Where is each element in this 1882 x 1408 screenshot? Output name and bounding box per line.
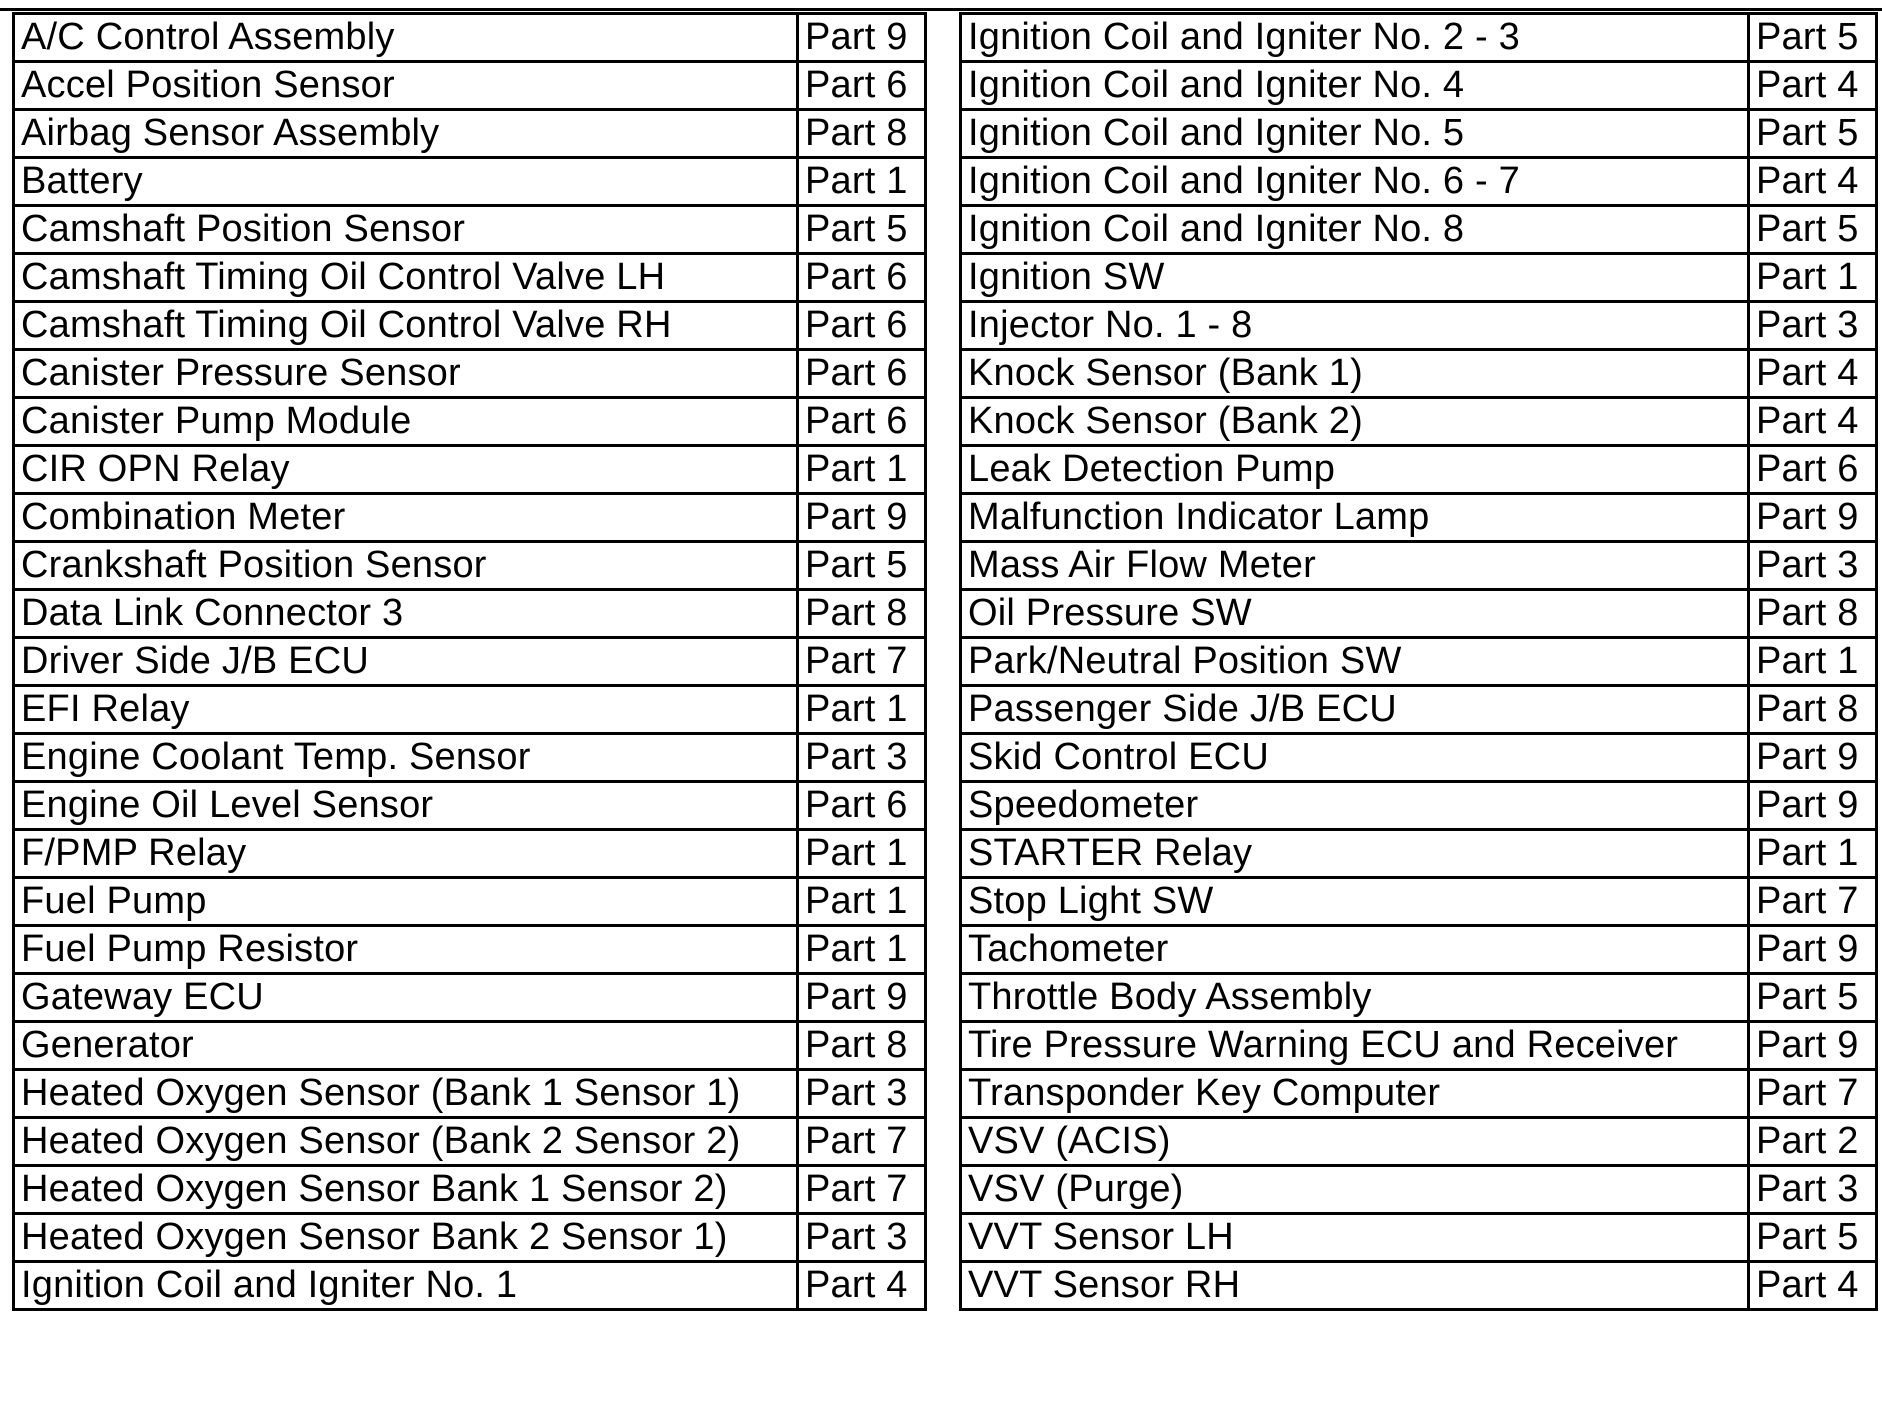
table-row xyxy=(961,974,1877,1022)
table-row xyxy=(961,62,1877,110)
table-row xyxy=(961,254,1877,302)
part-reference: Part 9 xyxy=(798,494,926,542)
component-name: Engine Coolant Temp. Sensor xyxy=(14,734,798,782)
table-row xyxy=(961,398,1877,446)
component-name: A/C Control Assembly xyxy=(14,14,798,62)
table-row xyxy=(14,1214,926,1262)
part-reference: Part 1 xyxy=(798,158,926,206)
component-name: Accel Position Sensor xyxy=(14,62,798,110)
table-row xyxy=(961,1022,1877,1070)
table-row xyxy=(961,542,1877,590)
part-reference: Part 1 xyxy=(798,878,926,926)
part-reference: Part 9 xyxy=(1749,1022,1877,1070)
part-reference: Part 7 xyxy=(1749,1070,1877,1118)
table-row xyxy=(14,734,926,782)
part-reference: Part 1 xyxy=(798,686,926,734)
component-name: Camshaft Position Sensor xyxy=(14,206,798,254)
part-reference: Part 5 xyxy=(798,542,926,590)
table-row xyxy=(14,686,926,734)
part-reference: Part 7 xyxy=(798,638,926,686)
part-reference: Part 6 xyxy=(798,254,926,302)
component-name: Camshaft Timing Oil Control Valve LH xyxy=(14,254,798,302)
part-reference: Part 4 xyxy=(1749,62,1877,110)
part-reference: Part 7 xyxy=(798,1166,926,1214)
part-reference: Part 8 xyxy=(1749,686,1877,734)
part-reference: Part 4 xyxy=(1749,1262,1877,1310)
component-name: Ignition Coil and Igniter No. 2 - 3 xyxy=(961,14,1749,62)
part-reference: Part 6 xyxy=(798,302,926,350)
table-row xyxy=(14,590,926,638)
table-row xyxy=(961,734,1877,782)
component-name: Mass Air Flow Meter xyxy=(961,542,1749,590)
part-reference: Part 8 xyxy=(798,1022,926,1070)
part-reference: Part 9 xyxy=(1749,782,1877,830)
table-row xyxy=(14,974,926,1022)
table-row xyxy=(14,638,926,686)
component-name: Ignition SW xyxy=(961,254,1749,302)
part-reference: Part 6 xyxy=(798,782,926,830)
table-body xyxy=(14,14,926,1310)
part-reference: Part 1 xyxy=(1749,254,1877,302)
component-name: Data Link Connector 3 xyxy=(14,590,798,638)
table-row xyxy=(14,62,926,110)
part-reference: Part 1 xyxy=(1749,638,1877,686)
part-reference: Part 3 xyxy=(1749,542,1877,590)
table-row xyxy=(14,830,926,878)
table-row xyxy=(14,1022,926,1070)
component-name: VSV (Purge) xyxy=(961,1166,1749,1214)
component-name: Combination Meter xyxy=(14,494,798,542)
table-row xyxy=(14,542,926,590)
component-name: CIR OPN Relay xyxy=(14,446,798,494)
component-index-table-left xyxy=(12,12,927,1311)
part-reference: Part 3 xyxy=(1749,302,1877,350)
table-body xyxy=(961,14,1877,1310)
part-reference: Part 5 xyxy=(1749,974,1877,1022)
part-reference: Part 8 xyxy=(798,110,926,158)
table-row xyxy=(961,1118,1877,1166)
table-row xyxy=(14,446,926,494)
table-row xyxy=(961,1166,1877,1214)
table-row xyxy=(14,350,926,398)
table-row xyxy=(14,494,926,542)
component-name: Gateway ECU xyxy=(14,974,798,1022)
component-name: Ignition Coil and Igniter No. 1 xyxy=(14,1262,798,1310)
component-name: Stop Light SW xyxy=(961,878,1749,926)
component-name: VVT Sensor RH xyxy=(961,1262,1749,1310)
table-row xyxy=(14,302,926,350)
part-reference: Part 4 xyxy=(798,1262,926,1310)
part-reference: Part 7 xyxy=(1749,878,1877,926)
component-name: Canister Pump Module xyxy=(14,398,798,446)
component-name: Leak Detection Pump xyxy=(961,446,1749,494)
component-name: F/PMP Relay xyxy=(14,830,798,878)
part-reference: Part 2 xyxy=(1749,1118,1877,1166)
table-row xyxy=(14,206,926,254)
table-row xyxy=(961,590,1877,638)
part-reference: Part 4 xyxy=(1749,398,1877,446)
part-reference: Part 1 xyxy=(798,926,926,974)
part-reference: Part 1 xyxy=(798,446,926,494)
component-name: Passenger Side J/B ECU xyxy=(961,686,1749,734)
part-reference: Part 6 xyxy=(798,398,926,446)
component-name: Heated Oxygen Sensor (Bank 2 Sensor 2) xyxy=(14,1118,798,1166)
component-name: Camshaft Timing Oil Control Valve RH xyxy=(14,302,798,350)
component-name: Airbag Sensor Assembly xyxy=(14,110,798,158)
table-row xyxy=(14,782,926,830)
component-name: Park/Neutral Position SW xyxy=(961,638,1749,686)
table-row xyxy=(14,398,926,446)
table-row xyxy=(14,1262,926,1310)
table-row xyxy=(961,446,1877,494)
part-reference: Part 3 xyxy=(798,1070,926,1118)
part-reference: Part 5 xyxy=(1749,206,1877,254)
component-name: Battery xyxy=(14,158,798,206)
table-row xyxy=(14,878,926,926)
component-name: Heated Oxygen Sensor Bank 2 Sensor 1) xyxy=(14,1214,798,1262)
component-name: Engine Oil Level Sensor xyxy=(14,782,798,830)
component-name: Throttle Body Assembly xyxy=(961,974,1749,1022)
part-reference: Part 1 xyxy=(798,830,926,878)
part-reference: Part 9 xyxy=(798,974,926,1022)
table-row xyxy=(961,830,1877,878)
component-name: Ignition Coil and Igniter No. 8 xyxy=(961,206,1749,254)
component-name: Tachometer xyxy=(961,926,1749,974)
component-name: Injector No. 1 - 8 xyxy=(961,302,1749,350)
component-name: Knock Sensor (Bank 2) xyxy=(961,398,1749,446)
table-row xyxy=(961,638,1877,686)
component-name: Ignition Coil and Igniter No. 4 xyxy=(961,62,1749,110)
part-reference: Part 5 xyxy=(1749,110,1877,158)
table-row xyxy=(961,302,1877,350)
part-reference: Part 9 xyxy=(1749,926,1877,974)
table-row xyxy=(14,110,926,158)
part-reference: Part 9 xyxy=(1749,734,1877,782)
table-row xyxy=(14,14,926,62)
component-name: VVT Sensor LH xyxy=(961,1214,1749,1262)
component-name: EFI Relay xyxy=(14,686,798,734)
part-reference: Part 4 xyxy=(1749,350,1877,398)
part-reference: Part 5 xyxy=(1749,14,1877,62)
part-reference: Part 4 xyxy=(1749,158,1877,206)
table-row xyxy=(961,1262,1877,1310)
top-rule xyxy=(0,8,1882,11)
table-row xyxy=(961,350,1877,398)
part-reference: Part 6 xyxy=(1749,446,1877,494)
part-reference: Part 5 xyxy=(798,206,926,254)
part-reference: Part 3 xyxy=(798,1214,926,1262)
part-reference: Part 6 xyxy=(798,62,926,110)
table-row xyxy=(961,494,1877,542)
part-reference: Part 8 xyxy=(798,590,926,638)
component-name: Speedometer xyxy=(961,782,1749,830)
table-row xyxy=(961,110,1877,158)
component-name: Crankshaft Position Sensor xyxy=(14,542,798,590)
table-row xyxy=(14,1118,926,1166)
table-row xyxy=(14,254,926,302)
component-name: Transponder Key Computer xyxy=(961,1070,1749,1118)
table-row xyxy=(14,1070,926,1118)
component-name: Ignition Coil and Igniter No. 5 xyxy=(961,110,1749,158)
part-reference: Part 9 xyxy=(1749,494,1877,542)
part-reference: Part 3 xyxy=(1749,1166,1877,1214)
table-row xyxy=(961,878,1877,926)
table-row xyxy=(961,782,1877,830)
table-row xyxy=(961,926,1877,974)
table-row xyxy=(14,926,926,974)
component-name: Driver Side J/B ECU xyxy=(14,638,798,686)
table-row xyxy=(14,1166,926,1214)
table-row xyxy=(961,14,1877,62)
table-row xyxy=(961,158,1877,206)
part-reference: Part 8 xyxy=(1749,590,1877,638)
part-reference: Part 5 xyxy=(1749,1214,1877,1262)
table-row xyxy=(961,686,1877,734)
component-name: Canister Pressure Sensor xyxy=(14,350,798,398)
part-reference: Part 7 xyxy=(798,1118,926,1166)
component-name: Generator xyxy=(14,1022,798,1070)
component-name: Knock Sensor (Bank 1) xyxy=(961,350,1749,398)
component-name: VSV (ACIS) xyxy=(961,1118,1749,1166)
part-reference: Part 9 xyxy=(798,14,926,62)
component-name: Oil Pressure SW xyxy=(961,590,1749,638)
table-row xyxy=(961,1214,1877,1262)
component-name: Heated Oxygen Sensor Bank 1 Sensor 2) xyxy=(14,1166,798,1214)
table-row xyxy=(14,158,926,206)
part-reference: Part 3 xyxy=(798,734,926,782)
part-reference: Part 6 xyxy=(798,350,926,398)
part-reference: Part 1 xyxy=(1749,830,1877,878)
table-row xyxy=(961,206,1877,254)
component-name: Skid Control ECU xyxy=(961,734,1749,782)
component-name: Fuel Pump xyxy=(14,878,798,926)
component-name: STARTER Relay xyxy=(961,830,1749,878)
component-name: Tire Pressure Warning ECU and Receiver xyxy=(961,1022,1749,1070)
component-name: Malfunction Indicator Lamp xyxy=(961,494,1749,542)
component-name: Ignition Coil and Igniter No. 6 - 7 xyxy=(961,158,1749,206)
component-index-table-right xyxy=(959,12,1878,1311)
component-name: Fuel Pump Resistor xyxy=(14,926,798,974)
table-row xyxy=(961,1070,1877,1118)
component-name: Heated Oxygen Sensor (Bank 1 Sensor 1) xyxy=(14,1070,798,1118)
